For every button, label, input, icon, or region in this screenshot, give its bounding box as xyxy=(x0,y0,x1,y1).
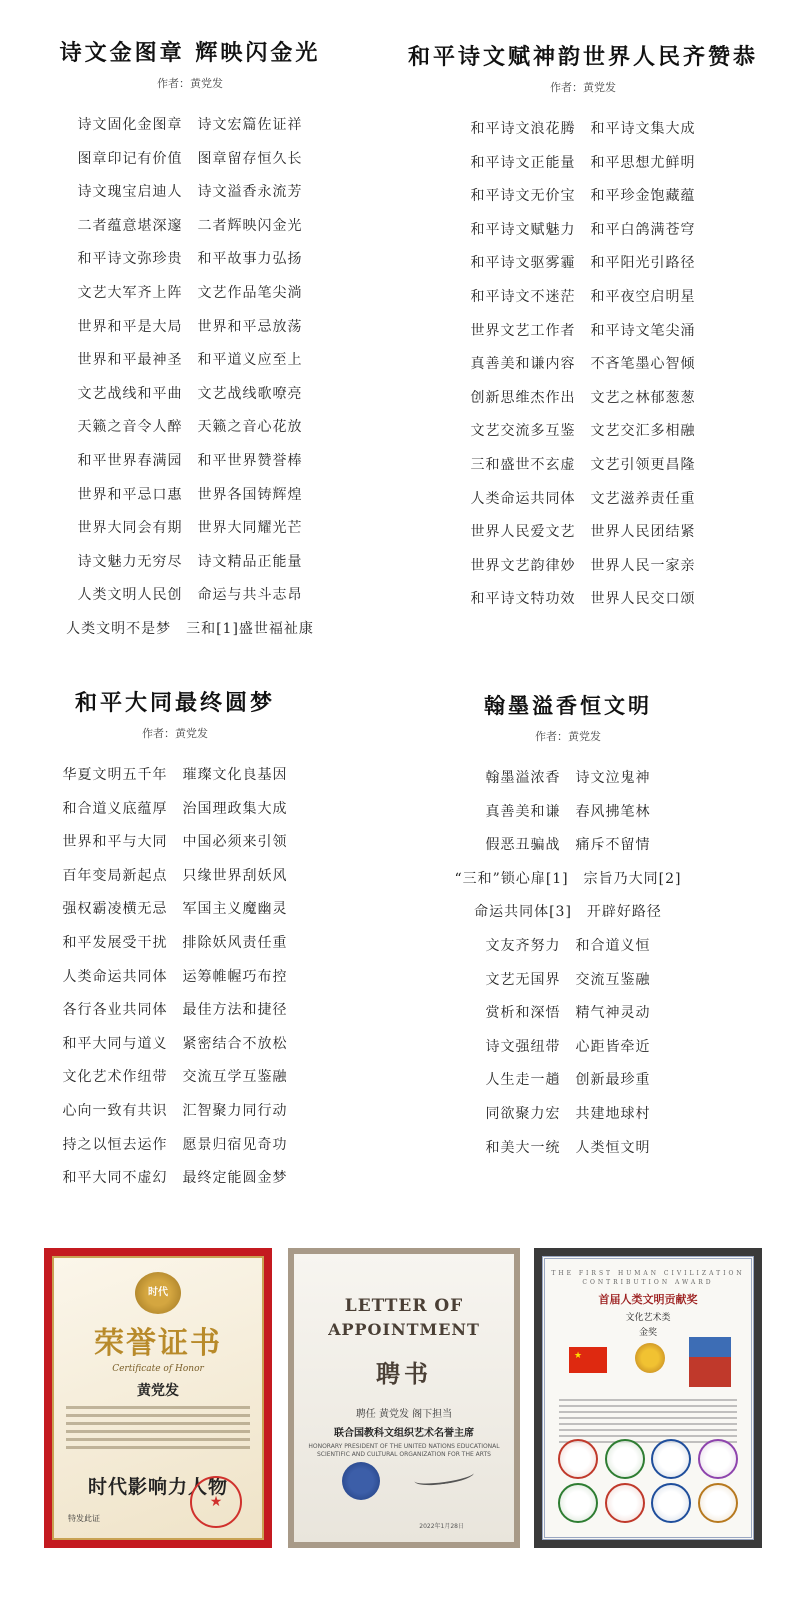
award-title: 首届人类文明贡献奖 xyxy=(598,1293,698,1306)
poem-line: 华夏文明五千年 璀璨文化良基因 xyxy=(62,767,288,783)
seal-icon xyxy=(605,1439,645,1479)
red-seal-icon: ★ xyxy=(190,1476,242,1528)
recipient-name: 黄党发 xyxy=(137,1383,179,1399)
poem-line: 世界文艺工作者 和平诗文笔尖涌 xyxy=(470,322,696,339)
seal-icon xyxy=(651,1439,691,1479)
poem-line: 文艺大军齐上阵 文艺作品笔尖淌 xyxy=(77,284,303,301)
poem-title: 翰墨溢香恒文明 xyxy=(484,694,652,718)
poem-line: 文艺战线和平曲 文艺战线歌嘹亮 xyxy=(77,385,303,402)
poem-title: 和平诗文赋神韵世界人民齐赞恭 xyxy=(407,45,758,70)
honor-certificate-panel xyxy=(52,1256,264,1540)
seal-icon xyxy=(558,1439,598,1479)
certificate-body-text xyxy=(66,1406,250,1466)
poem-line: 三和盛世不玄虚 文艺引领更昌隆 xyxy=(470,456,696,473)
signature-icon xyxy=(413,1466,474,1488)
appointment-letter-panel xyxy=(294,1254,514,1542)
appointment-role: 联合国教科文组织艺术名誉主席 xyxy=(334,1428,474,1439)
organization-logo-icon xyxy=(342,1462,380,1500)
poem-line: 和平大同与道义 紧密结合不放松 xyxy=(62,1035,288,1052)
poem-line: 和平诗文赋魅力 和平白鸽满苍穹 xyxy=(470,221,696,238)
seal-icon xyxy=(698,1439,738,1479)
flag-star: ★ xyxy=(574,1351,583,1361)
recipient-photo xyxy=(689,1337,731,1387)
poem-line: 和合道义底蕴厚 治国理政集大成 xyxy=(62,800,288,817)
poem-author: 作者：黄党发 xyxy=(142,727,208,740)
poem-line: 人类文明人民创 命运与共斗志昂 xyxy=(77,587,303,604)
seal-icon xyxy=(651,1483,691,1523)
appointment-text: 聘任 黄党发 阁下担当 xyxy=(355,1409,453,1420)
poem-line: 文艺交流多互鉴 文艺交汇多相融 xyxy=(470,423,696,440)
poem-title: 和平大同最终圆梦 xyxy=(74,691,275,716)
poem-line: 和平诗文弥珍贵 和平故事力弘扬 xyxy=(77,251,303,268)
poem-line: 赏析和深悟 精气神灵动 xyxy=(485,1005,651,1022)
poem-block-1 xyxy=(40,36,340,647)
poem-line: 诗文瑰宝启迪人 诗文溢香永流芳 xyxy=(77,184,303,201)
poem-line: 持之以恒去运作 愿景归宿见奇功 xyxy=(62,1136,288,1153)
poem-line: 同欲聚力宏 共建地球村 xyxy=(485,1105,651,1122)
poem-line: 二者蕴意堪深邃 二者辉映闪金光 xyxy=(77,217,303,234)
poem-line: 翰墨溢浓香 诗文泣鬼神 xyxy=(485,770,651,786)
poem-line: 真善美和谦 春风拂笔林 xyxy=(485,803,651,820)
poem-line: 和平大同不虚幻 最终定能圆金梦 xyxy=(62,1170,288,1187)
poem-title: 诗文金图章 辉映闪金光 xyxy=(59,41,321,66)
poem-line: 和平发展受干扰 排除妖风责任重 xyxy=(62,934,288,951)
seal-icon xyxy=(698,1483,738,1523)
poem-line: 人类文明不是梦 三和[1]盛世福祉康 xyxy=(66,620,314,637)
poem-line: 各行各业共同体 最佳方法和捷径 xyxy=(62,1002,288,1019)
poem-line: 和平诗文正能量 和平思想尤鲜明 xyxy=(470,154,696,171)
certificate-issuer: 特发此证 xyxy=(68,1514,100,1523)
appointment-letter xyxy=(288,1248,520,1548)
poem-line: 文艺无国界 交流互鉴融 xyxy=(485,971,651,988)
poem-block-4 xyxy=(418,690,718,1165)
poem-author: 作者：黄党发 xyxy=(550,81,616,94)
poem-line: 人类命运共同体 文艺滋养责任重 xyxy=(470,490,696,507)
poem-block-2 xyxy=(388,40,778,617)
seal-icon xyxy=(605,1483,645,1523)
certificate-title: 荣誉证书 xyxy=(94,1326,222,1361)
poem-line: 诗文固化金图章 诗文宏篇佐证祥 xyxy=(77,117,303,133)
poem-line: 和平诗文浪花腾 和平诗文集大成 xyxy=(470,121,696,137)
poem-line: 人类命运共同体 运筹帷幄巧布控 xyxy=(62,968,288,985)
poem-line: 图章印记有价值 图章留存恒久长 xyxy=(77,150,303,167)
letter-heading-line-1: LETTER OF xyxy=(344,1296,464,1316)
poem-line: 心向一致有共识 汇智聚力同行动 xyxy=(62,1102,288,1119)
poem-lines xyxy=(388,113,778,617)
poem-line: 人生走一趟 创新最珍重 xyxy=(485,1072,651,1089)
poem-line: 世界文艺韵律妙 世界人民一家亲 xyxy=(470,557,696,574)
poem-line: 和平诗文无价宝 和平珍金饱藏蕴 xyxy=(470,188,696,205)
poem-lines xyxy=(40,759,310,1196)
poem-author: 作者：黄党发 xyxy=(535,730,601,743)
poem-line: 和美大一统 人类恒文明 xyxy=(485,1139,651,1156)
poem-line: 诗文魅力无穷尽 诗文精品正能量 xyxy=(77,553,303,570)
poem-line: 世界大同会有期 世界大同耀光芒 xyxy=(77,520,303,537)
award-certificate-panel xyxy=(542,1256,754,1540)
poem-line: 文友齐努力 和合道义恒 xyxy=(485,937,651,954)
letter-heading-line-2: APPOINTMENT xyxy=(328,1320,480,1339)
poem-line: “三和”锁心扉[1] 宗旨乃大同[2] xyxy=(454,870,682,887)
award-level: 金奖 xyxy=(638,1328,657,1338)
letter-date: 2022年1月28日 xyxy=(419,1523,464,1530)
poem-line: 命运共同体[3] 开辟好路径 xyxy=(474,904,662,921)
award-seals xyxy=(557,1439,739,1523)
poem-line: 百年变局新起点 只缘世界刮妖风 xyxy=(62,867,288,884)
contribution-award-certificate xyxy=(534,1248,762,1548)
poem-line: 世界人民爱文艺 世界人民团结紧 xyxy=(470,524,696,541)
seal-icon xyxy=(558,1483,598,1523)
poem-line: 世界和平与大同 中国必须来引领 xyxy=(62,834,288,851)
poem-line: 和平世界春满园 和平世界赞誉棒 xyxy=(77,452,303,469)
award-english-title: THE FIRST HUMAN CIVILIZATION CONTRIBUTION AWARD xyxy=(551,1270,745,1286)
poem-line: 天籁之音令人醉 天籁之音心花放 xyxy=(77,419,303,436)
poem-line: 强权霸凌横无忌 军国主义魔幽灵 xyxy=(62,901,288,918)
certificate-motto: 时代影响力人物 xyxy=(87,1476,228,1498)
letter-title: 聘书 xyxy=(376,1359,432,1388)
poem-line: 创新思维杰作出 文艺之林郁葱葱 xyxy=(470,389,696,406)
poem-lines xyxy=(418,762,718,1165)
poem-line: 世界和平最神圣 和平道义应至上 xyxy=(77,352,303,369)
poem-line: 世界和平是大局 世界和平忌放荡 xyxy=(77,318,303,335)
poem-author: 作者：黄党发 xyxy=(157,77,223,90)
appointment-role-english: HONORARY PRESIDENT OF THE UNITED NATIONS EDUCATIONAL SCIENTIFIC AND CULTURAL ORGANIZATION FOR THE ARTS xyxy=(308,1443,500,1458)
poem-line: 世界和平忌口惠 世界各国铸辉煌 xyxy=(77,486,303,503)
china-flag-icon xyxy=(569,1347,607,1373)
poem-lines xyxy=(40,109,340,647)
poem-line: 和平诗文不迷茫 和平夜空启明星 xyxy=(470,288,696,305)
poem-line: 真善美和谦内容 不吝笔墨心智倾 xyxy=(470,356,696,373)
poem-line: 诗文强纽带 心距皆牵近 xyxy=(485,1038,651,1055)
laurel-emblem-icon: 时代 xyxy=(135,1272,181,1314)
award-category: 文化艺术类 xyxy=(625,1313,671,1323)
certificate-subtitle: Certificate of Honor xyxy=(112,1364,204,1374)
honor-certificate xyxy=(44,1248,272,1548)
poem-line: 和平诗文驱雾霾 和平阳光引路径 xyxy=(470,255,696,272)
gold-medal-icon xyxy=(635,1343,665,1373)
poem-block-3 xyxy=(40,686,310,1196)
poem-line: 和平诗文特功效 世界人民交口颂 xyxy=(470,591,696,608)
poem-line: 假恶丑骗战 痛斥不留情 xyxy=(485,837,651,854)
poem-line: 文化艺术作纽带 交流互学互鉴融 xyxy=(62,1069,288,1086)
